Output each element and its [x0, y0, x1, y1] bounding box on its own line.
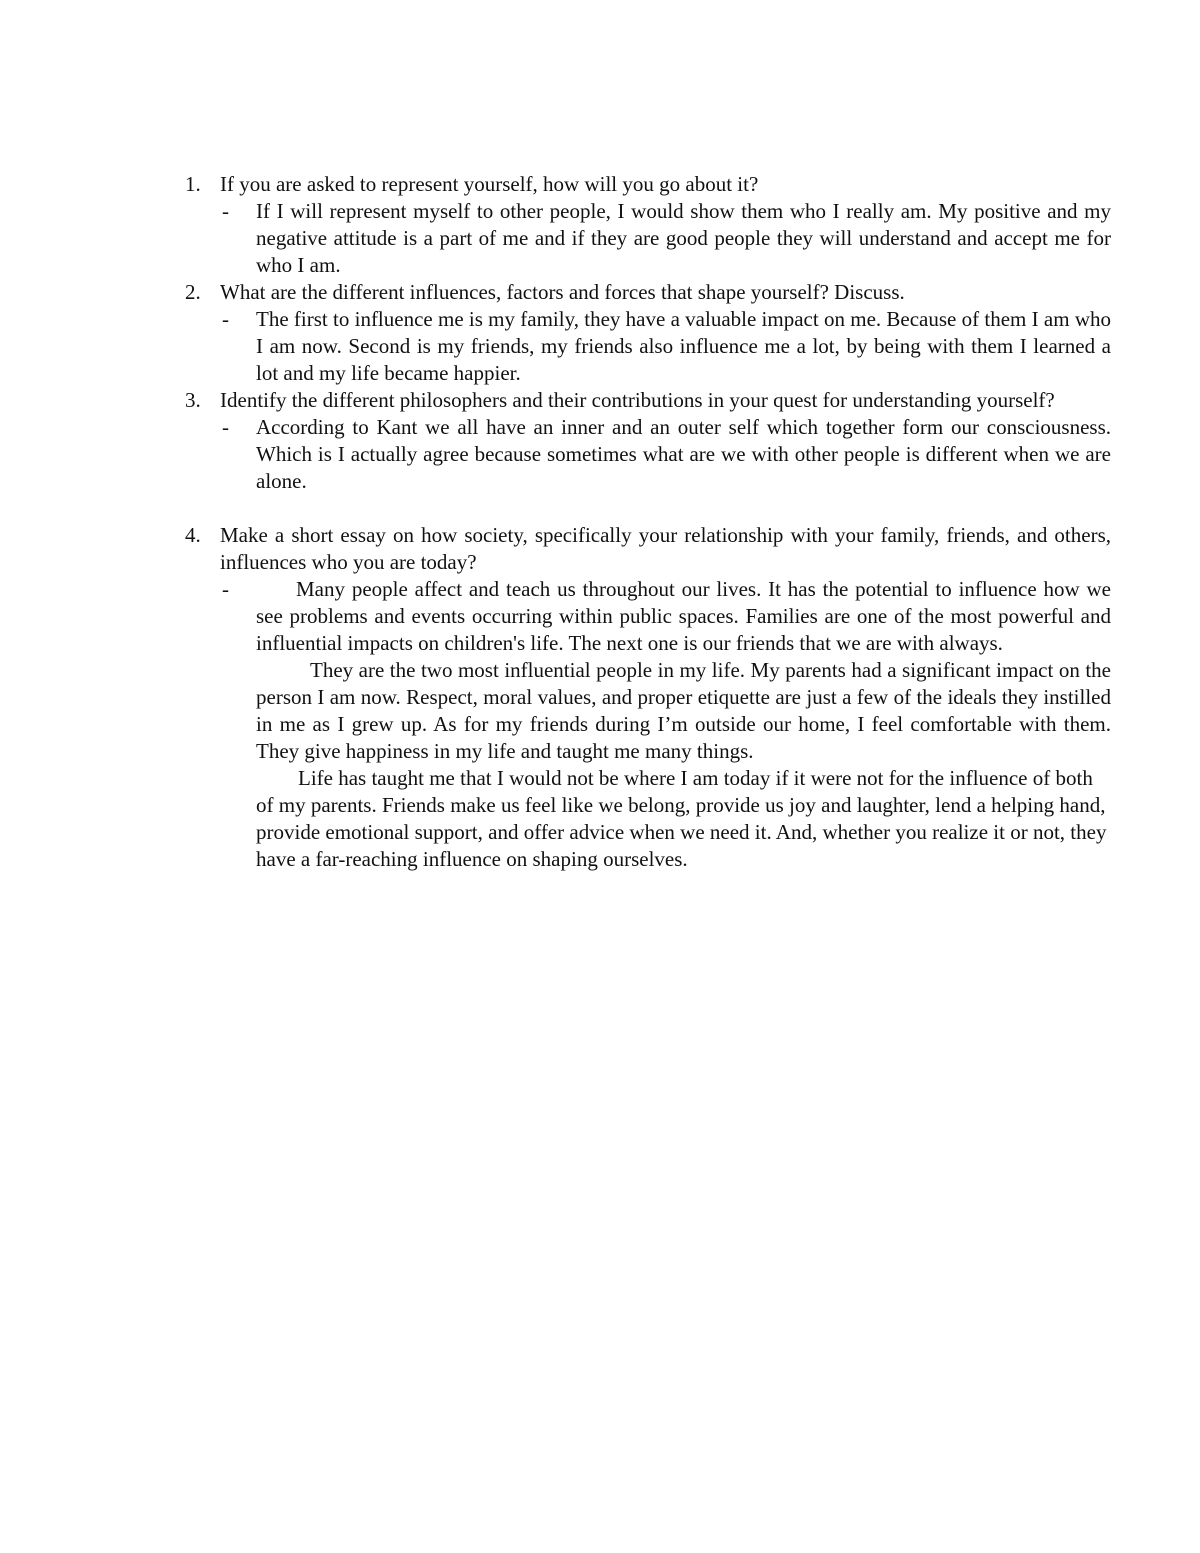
paragraph-spacer: [185, 495, 1111, 522]
answer-1: [185, 198, 1111, 279]
document-body: [185, 171, 1111, 873]
question-4: [185, 522, 1111, 576]
question-number: 4.: [185, 523, 201, 547]
question-text: What are the different influences, factors and forces that shape yourself? Discuss.: [220, 280, 905, 304]
question-1: [185, 171, 1111, 198]
answer-paragraph: The first to influence me is my family, they have a valuable impact on me. Because of them I am who I am now. Second is my friends, my friends also influence me a lot, by being with them I learned a lot and my life became happier.: [256, 307, 1111, 385]
essay-paragraph-3: Life has taught me that I would not be where I am today if it were not for the influence of both of my parents. Friends make us feel like we belong, provide us joy and laughter, lend a helping hand, provide emotional support, and offer advice when we need it. And, whether you realize it or not, they have a far-reaching influence on shaping ourselves.: [256, 766, 1107, 871]
question-text: Make a short essay on how society, specifically your relationship with your family, friends, and others, influences who you are today?: [220, 523, 1111, 574]
answer-bullet: -: [222, 199, 229, 223]
answer-bullet: -: [222, 415, 229, 439]
question-number: 2.: [185, 280, 201, 304]
answer-paragraph: According to Kant we all have an inner and an outer self which together form our consciousness. Which is I actually agree because sometimes what are we with other people is different when we are alone.: [256, 415, 1111, 493]
question-text: If you are asked to represent yourself, how will you go about it?: [220, 172, 759, 196]
question-3: [185, 387, 1111, 414]
answer-paragraph: If I will represent myself to other people, I would show them who I really am. My positive and my negative attitude is a part of me and if they are good people they will understand and accept me for who I am.: [256, 199, 1111, 277]
answer-4: [185, 576, 1111, 873]
question-text: Identify the different philosophers and their contributions in your quest for understanding yourself?: [220, 388, 1055, 412]
question-number: 3.: [185, 388, 201, 412]
essay-paragraph-1: Many people affect and teach us throughout our lives. It has the potential to influence how we see problems and events occurring within public spaces. Families are one of the most powerful and influential impacts on children's life. The next one is our friends that we are with always.: [256, 577, 1111, 655]
question-2: [185, 279, 1111, 306]
answer-bullet: -: [222, 577, 229, 601]
answer-2: [185, 306, 1111, 387]
essay-paragraph-2: They are the two most influential people in my life. My parents had a significant impact on the person I am now. Respect, moral values, and proper etiquette are just a few of the ideals they instilled in me as I grew up. As for my friends during I’m outside our home, I feel comfortable with them. They give happiness in my life and taught me many things.: [256, 658, 1111, 763]
answer-3: [185, 414, 1111, 495]
question-number: 1.: [185, 172, 201, 196]
answer-bullet: -: [222, 307, 229, 331]
